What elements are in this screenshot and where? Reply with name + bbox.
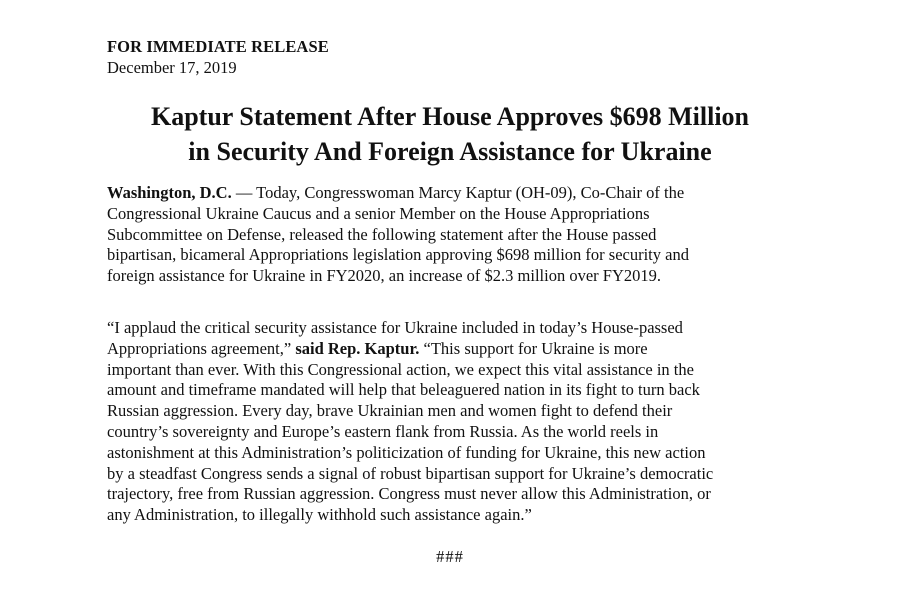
quote-line-2-post: “This support for Ukraine is more xyxy=(419,338,648,358)
quote-line-9: trajectory, free from Russian aggression. Congress must never allow this Administration, or xyxy=(107,484,711,504)
headline xyxy=(60,99,840,169)
intro-line-5: foreign assistance for Ukraine in FY2020, an increase of $2.3 million over FY2019. xyxy=(107,266,661,286)
dateline: Washington, D.C. xyxy=(107,183,232,202)
intro-line-4: bipartisan, bicameral Appropriations legislation approving $698 million for security and xyxy=(107,245,689,265)
release-date: December 17, 2019 xyxy=(107,58,237,77)
intro-line-1 xyxy=(107,183,807,204)
intro-line-3: Subcommittee on Defense, released the following statement after the House passed xyxy=(107,224,657,244)
quote-line-5: Russian aggression. Every day, brave Ukrainian men and women fight to defend their xyxy=(107,401,673,421)
quote-line-1: “I applaud the critical security assistance for Ukraine included in today’s House-passed xyxy=(107,318,683,337)
quote-line-4: amount and timeframe mandated will help that beleaguered nation in its fight to turn back xyxy=(107,380,700,400)
headline-line-1: Kaptur Statement After House Approves $698 Million xyxy=(151,102,749,131)
quote-line-3: important than ever. With this Congressional action, we expect this vital assistance in the xyxy=(107,359,694,379)
headline-line-2: in Security And Foreign Assistance for Ukraine xyxy=(188,137,712,166)
quote-line-7: astonishment at this Administration’s politicization of funding for Ukraine, this new action xyxy=(107,442,706,462)
attribution: said Rep. Kaptur. xyxy=(295,338,420,358)
quote-line-2 xyxy=(107,339,807,360)
end-mark: ### xyxy=(436,547,464,566)
intro-line-1-text: — Today, Congresswoman Marcy Kaptur (OH-09), Co-Chair of the xyxy=(231,183,685,202)
intro-line-2: Congressional Ukraine Caucus and a senior Member on the House Appropriations xyxy=(107,203,650,223)
paragraph-intro xyxy=(107,183,807,287)
quote-line-10: any Administration, to illegally withhold such assistance again.” xyxy=(107,505,532,525)
release-label: FOR IMMEDIATE RELEASE xyxy=(107,37,329,56)
quote-line-8: by a steadfast Congress sends a signal of robust bipartisan support for Ukraine’s democratic xyxy=(107,463,714,483)
quote-line-6: country’s sovereignty and Europe’s eastern flank from Russia. As the world reels in xyxy=(107,421,659,441)
paragraph-quote xyxy=(107,318,807,526)
quote-line-2-pre: Appropriations agreement,” xyxy=(107,338,296,358)
